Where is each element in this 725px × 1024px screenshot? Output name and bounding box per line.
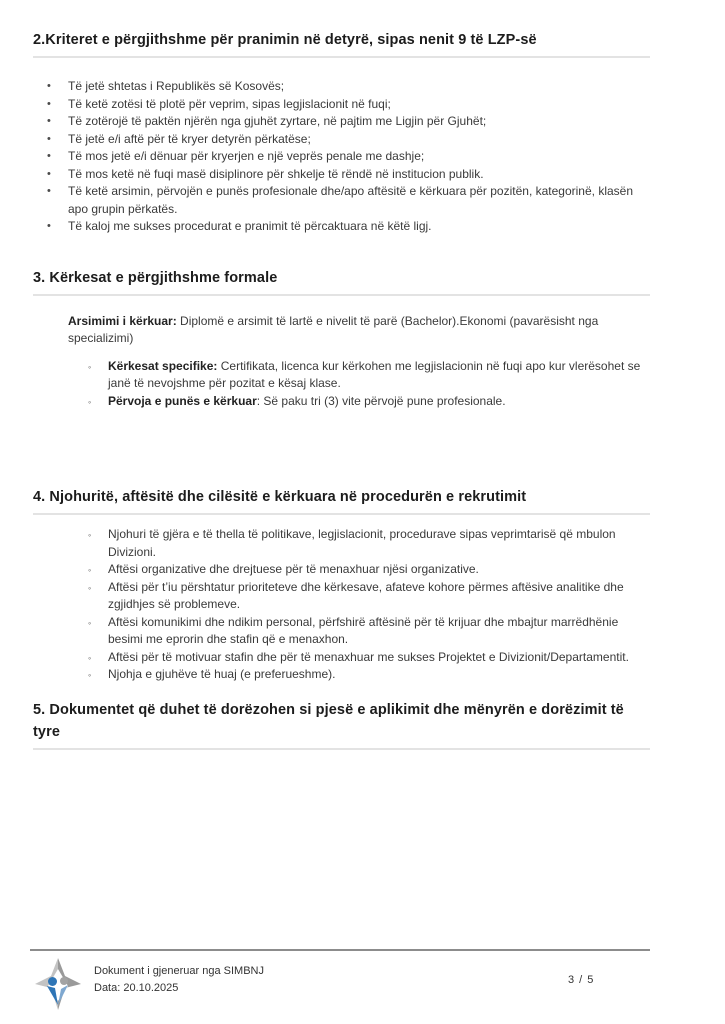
simbnj-logo-icon bbox=[34, 957, 82, 1011]
list-item-text: Njohja e gjuhëve të huaj (e preferueshme). bbox=[108, 667, 336, 681]
list-item-text: Të mos ketë në fuqi masë disiplinore për shkelje të rëndë në institucion publik. bbox=[68, 166, 484, 181]
section-4-title: 4. Njohuritë, aftësitë dhe cilësitë e kërkuara në procedurën e rekrutimit bbox=[33, 486, 650, 515]
generated-by-text: Dokument i gjeneruar nga SIMBNJ bbox=[94, 965, 264, 977]
bullet-dot-icon: • bbox=[47, 167, 51, 180]
bullet-circle-icon: ◦ bbox=[88, 530, 92, 540]
bullet-circle-icon: ◦ bbox=[88, 565, 92, 575]
bullet-dot-icon: • bbox=[47, 80, 51, 92]
list-item-text: Aftësi për t’iu përshtatur prioriteteve dhe kërkesave, afateve kohore përmes aftësive analitike dhe zgjidhjes së problemeve. bbox=[108, 579, 624, 611]
footer-divider bbox=[30, 949, 650, 951]
bullet-circle-icon: ◦ bbox=[88, 361, 92, 372]
footer-text-block bbox=[94, 957, 264, 996]
list-item bbox=[33, 649, 650, 667]
education-required-paragraph bbox=[68, 313, 650, 348]
page-number: 3 / 5 bbox=[568, 974, 595, 986]
bullet-dot-icon: • bbox=[47, 150, 51, 162]
list-item bbox=[33, 113, 650, 131]
list-item-text: Të jetë e/i aftë për të kryer detyrën përkatëse; bbox=[68, 131, 311, 146]
list-item-text bbox=[108, 358, 650, 393]
list-item bbox=[33, 183, 650, 218]
date-text: Data: 20.10.2025 bbox=[94, 981, 179, 994]
list-item-text: Të ketë arsimin, përvojën e punës profesionale dhe/apo aftësitë e kërkuara për pozitën, kategorinë, klasën apo grupin përkatës. bbox=[68, 184, 634, 216]
bullet-dot-icon: • bbox=[47, 97, 51, 110]
education-required-text: Diplomë e arsimit të lartë e nivelit të parë (Bachelor).Ekonomi (pavarësisht nga specializimi) bbox=[68, 313, 599, 345]
section-5-title: 5. Dokumentet që duhet të dorëzohen si pjesë e aplikimit dhe mënyrën e dorëzimit të tyre bbox=[33, 699, 650, 750]
list-item bbox=[33, 561, 650, 579]
list-item-text: Të mos jetë e/i dënuar për kryerjen e një veprës penale me dashje; bbox=[68, 149, 425, 163]
bullet-circle-icon: ◦ bbox=[88, 652, 92, 663]
list-item bbox=[33, 666, 650, 684]
section-formal-requirements bbox=[33, 267, 650, 411]
list-item-text: Të zotërojë të paktën njërën nga gjuhët zyrtare, në pajtim me Ligjin për Gjuhët; bbox=[68, 114, 487, 128]
list-item bbox=[33, 96, 650, 114]
list-item-text: Të jetë shtetas i Republikës së Kosovës; bbox=[68, 79, 285, 93]
document-content bbox=[33, 29, 650, 750]
list-item-text: Njohuri të gjëra e të thella të politikave, legjislacionit, procedurave sipas veprimtarisë që mbulon Divizioni. bbox=[108, 527, 616, 559]
page-footer bbox=[30, 949, 650, 1011]
list-item bbox=[33, 526, 650, 561]
education-required-label: Arsimimi i kërkuar: bbox=[68, 313, 177, 328]
bullet-circle-icon: ◦ bbox=[88, 582, 92, 593]
skills-list bbox=[33, 526, 650, 684]
bullet-dot-icon: • bbox=[47, 115, 51, 127]
section-documents bbox=[33, 699, 650, 750]
specific-requirements-text: Certifikata, licenca kur kërkohen me legjislacionin në fuqi apo kur vlerësohet se janë të nevojshme për pozitat e kësaj klase. bbox=[108, 358, 641, 390]
list-item-text: Të kaloj me sukses procedurat e pranimit të përcaktuara në këtë ligj. bbox=[68, 219, 432, 233]
list-item-text: Aftësi komunikimi dhe ndikim personal, përfshirë aftësinë për të krijuar dhe mbajtur marrëdhënie besimi me eprorin dhe stafin që e menaxhon. bbox=[108, 614, 619, 646]
list-item-text: Aftësi për të motivuar stafin dhe për të menaxhuar me sukses Projektet e Divizionit/Departamentit. bbox=[108, 649, 629, 664]
list-item bbox=[33, 614, 650, 649]
work-experience-text: : Së paku tri (3) vite përvojë pune profesionale. bbox=[256, 393, 506, 408]
bullet-circle-icon: ◦ bbox=[88, 670, 92, 680]
bullet-dot-icon: • bbox=[47, 220, 51, 232]
section-3-title: 3. Kërkesat e përgjithshme formale bbox=[33, 267, 650, 296]
list-item bbox=[33, 78, 650, 96]
specific-requirements-label: Kërkesat specifike: bbox=[108, 358, 218, 373]
section-general-criteria bbox=[33, 29, 650, 236]
criteria-list bbox=[33, 78, 650, 236]
formal-requirements-list bbox=[33, 358, 650, 411]
section-knowledge-skills bbox=[33, 486, 650, 684]
list-item bbox=[33, 218, 650, 236]
list-item bbox=[33, 148, 650, 166]
bullet-dot-icon: • bbox=[47, 185, 51, 197]
section-2-title: 2.Kriteret e përgjithshme për pranimin në detyrë, sipas nenit 9 të LZP-së bbox=[33, 29, 650, 58]
list-item bbox=[33, 131, 650, 149]
list-item-text: Të ketë zotësi të plotë për veprim, sipas legjislacionit në fuqi; bbox=[68, 96, 391, 111]
footer-row bbox=[30, 957, 650, 1011]
work-experience-label: Përvoja e punës e kërkuar bbox=[108, 393, 257, 408]
list-item bbox=[33, 579, 650, 614]
bullet-circle-icon: ◦ bbox=[88, 617, 92, 628]
bullet-dot-icon: • bbox=[47, 132, 51, 145]
list-item bbox=[33, 166, 650, 184]
list-item bbox=[33, 393, 650, 411]
list-item bbox=[33, 358, 650, 393]
list-item-text: Aftësi organizative dhe drejtuese për të menaxhuar njësi organizative. bbox=[108, 562, 479, 576]
bullet-circle-icon: ◦ bbox=[88, 396, 92, 407]
list-item-text bbox=[108, 393, 506, 411]
